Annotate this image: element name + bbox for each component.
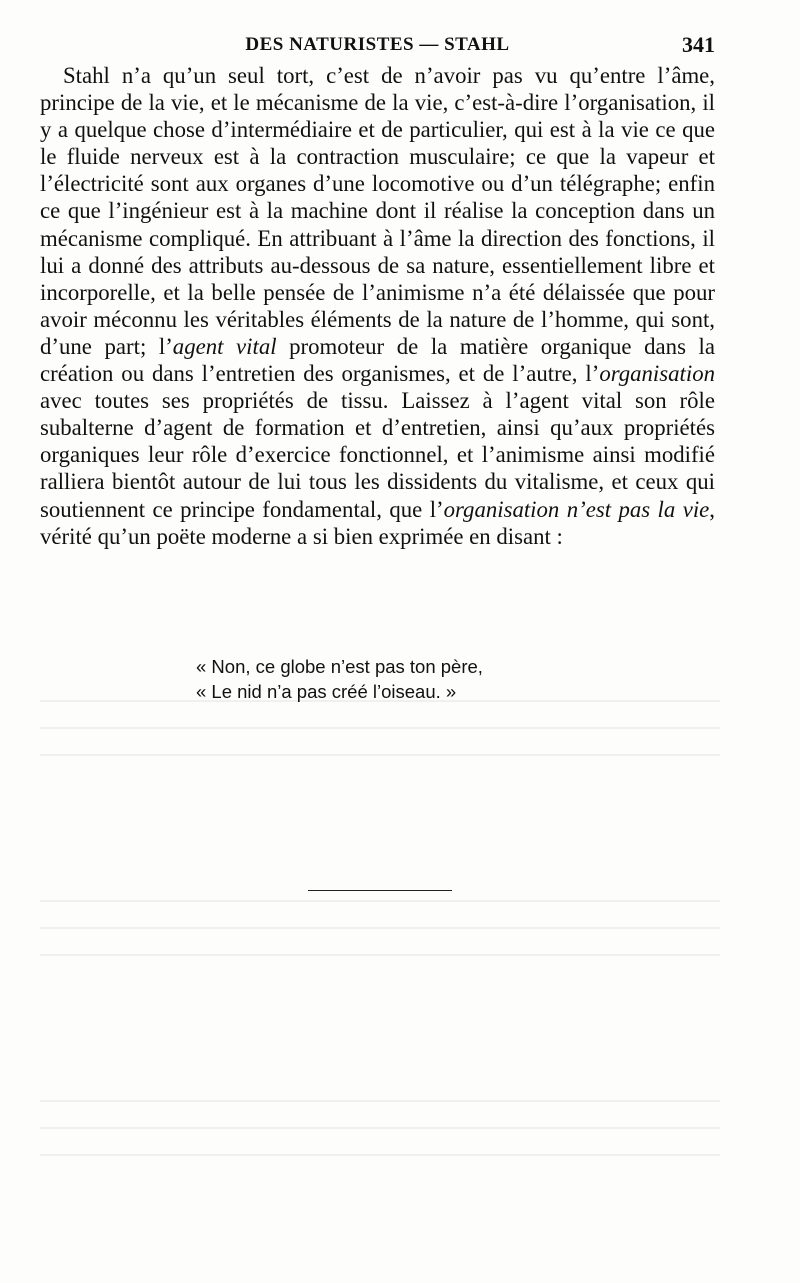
italic-term-organisation: organisation <box>599 361 715 387</box>
italic-phrase: organisation n’est pas la vie <box>443 496 710 522</box>
text-run: , vérité qu’un poëte moderne a si bien exprimée en disant : <box>40 496 715 549</box>
text-run: avec toutes ses propriétés de tissu. Laissez à l’agent vital son rôle subalterne d’agent de formation et d’entretien, ainsi qu’aux propriétés organiques leur rôle d’exercice fonctionnel, et l’animisme ainsi modifié ralliera bientôt autour de lui tous les dissidents du vitalisme, et ceux qui soutiennent ce principe fondamental, que l’ <box>40 388 715 522</box>
bleed-through-texture <box>40 900 720 960</box>
bleed-through-texture <box>40 700 720 760</box>
italic-term-agent-vital: agent vital <box>172 333 277 359</box>
section-end-rule <box>308 890 452 891</box>
text-run: Stahl n’a qu’un seul tort, c’est de n’avoir pas vu qu’entre l’âme, principe de la vie, et le mécanisme de la vie, c’est-à-dire l’organisation, il y a quelque chose d’intermédiaire et de particulier, qui est à la vie ce que le fluide nerveux est à la contraction musculaire; ce que la vapeur et l’électricité sont aux organes d’une locomotive ou d’un télégraphe; enfin ce que l’ingénieur est à la machine dont il réalise la conception dans un mécanisme compliqué. En attribuant à l’âme la direction des fonctions, il lui a donné des attributs au-dessous de sa nature, essentiellement libre et incorporelle, et la belle pensée de l’animisme n’a été délaissée que pour avoir méconnu les véritables éléments de la nature de l’homme, qui sont, d’une part; l’ <box>40 63 715 359</box>
text-run: promoteur de la matière organique dans la création ou dans l’entretien des organismes, et de l’autre, l’ <box>40 333 715 387</box>
paragraph <box>40 62 715 550</box>
running-title: DES NATURISTES — STAHL <box>245 34 510 55</box>
verse-line-1: « Non, ce globe n’est pas ton père, <box>196 656 483 677</box>
verse-line-2: « Le nid n’a pas créé l’oiseau. » <box>196 681 457 702</box>
bleed-through-texture <box>40 1100 720 1160</box>
body-text <box>40 62 715 550</box>
verse-quote <box>196 654 483 704</box>
running-head <box>40 34 715 60</box>
page-number: 341 <box>682 32 715 57</box>
